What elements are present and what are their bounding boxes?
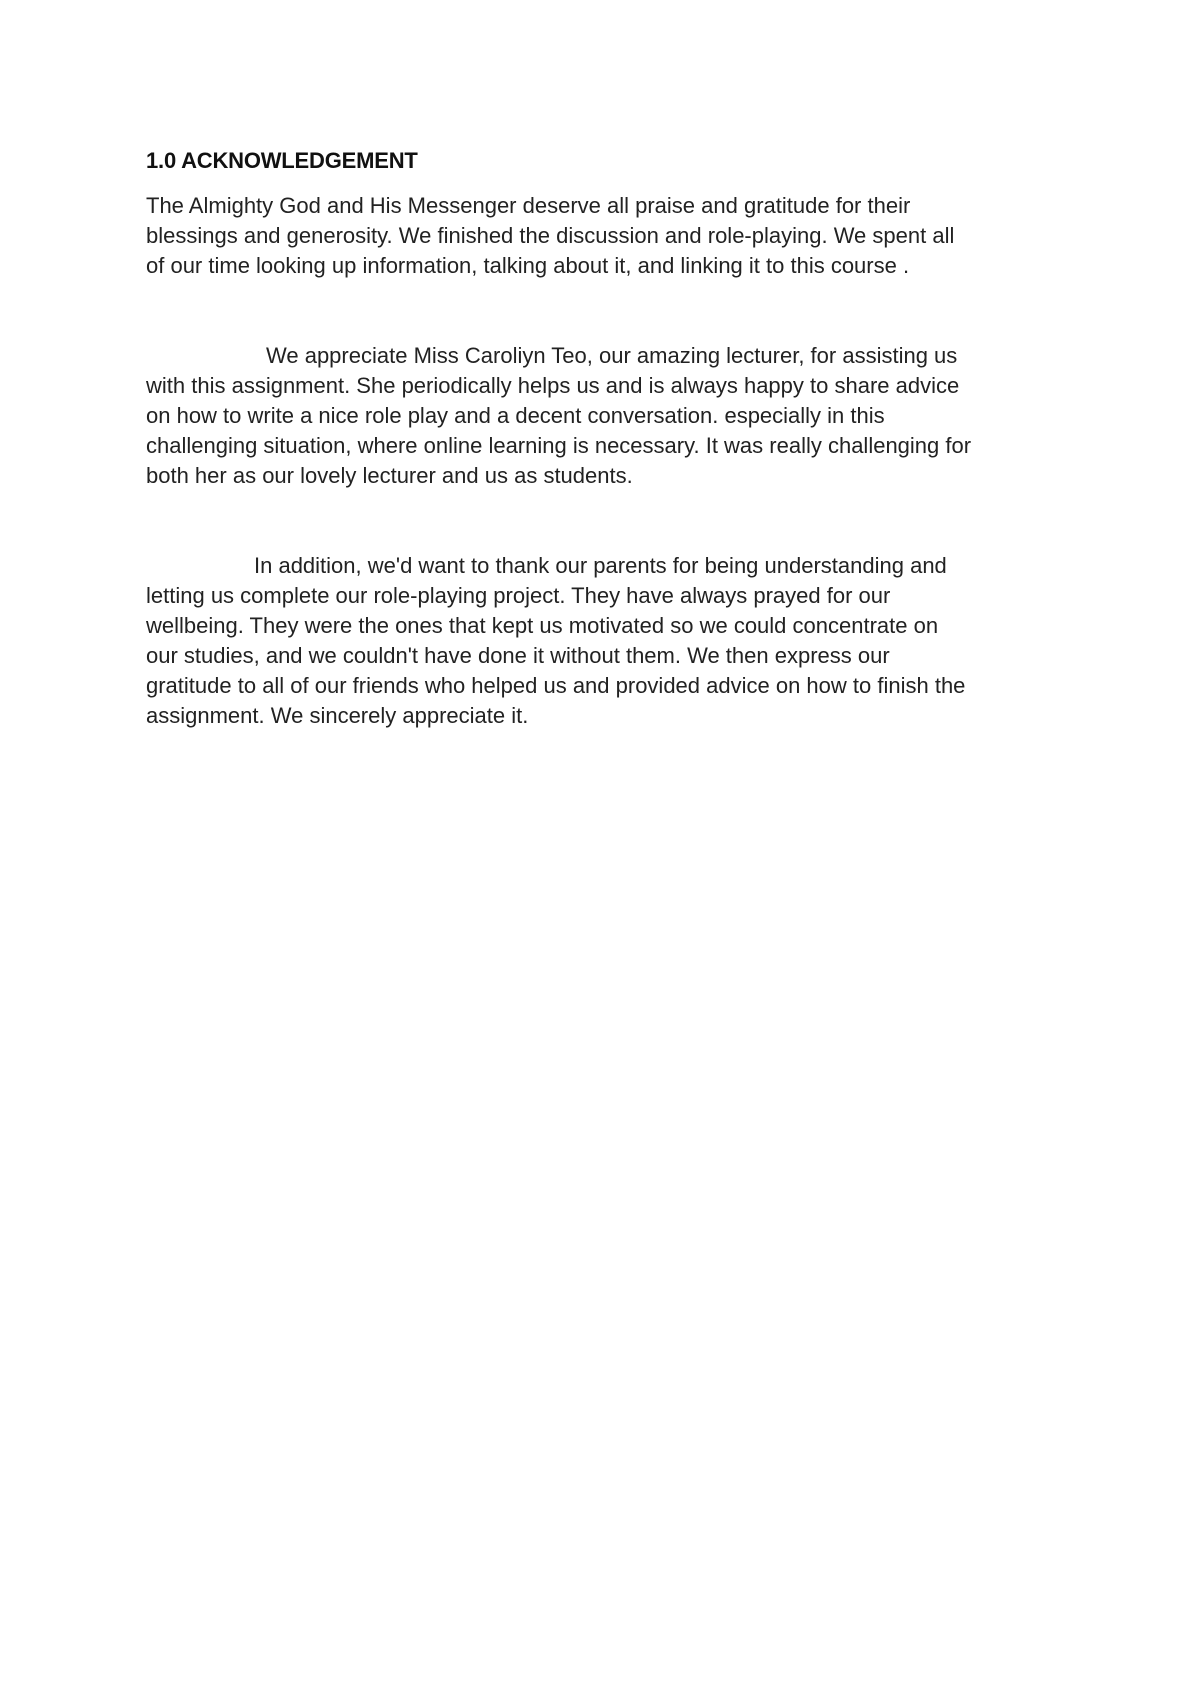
paragraph-line: blessings and generosity. We finished the discussion and role-playing. We spent all <box>146 223 955 248</box>
paragraph-line: our studies, and we couldn't have done it without them. We then express our <box>146 643 890 668</box>
paragraph-line: on how to write a nice role play and a decent conversation. especially in this <box>146 403 885 428</box>
paragraph-line: assignment. We sincerely appreciate it. <box>146 703 529 728</box>
paragraph-line: The Almighty God and His Messenger deserve all praise and gratitude for their <box>146 193 911 218</box>
paragraph-line: wellbeing. They were the ones that kept us motivated so we could concentrate on <box>146 613 939 638</box>
paragraph-line: with this assignment. She periodically helps us and is always happy to share advice <box>146 373 960 398</box>
paragraph-line: In addition, we'd want to thank our parents for being understanding and <box>254 553 947 578</box>
section-heading: 1.0 ACKNOWLEDGEMENT <box>146 148 418 173</box>
paragraph-line: both her as our lovely lecturer and us as students. <box>146 463 633 488</box>
paragraph-line: gratitude to all of our friends who helped us and provided advice on how to finish the <box>146 673 966 698</box>
paragraph-line: letting us complete our role-playing project. They have always prayed for our <box>146 583 891 608</box>
paragraph-line: of our time looking up information, talking about it, and linking it to this course . <box>146 253 910 278</box>
paragraph-line: challenging situation, where online learning is necessary. It was really challenging for <box>146 433 972 458</box>
paragraph-line: We appreciate Miss Caroliyn Teo, our amazing lecturer, for assisting us <box>266 343 958 368</box>
document-body <box>146 146 1066 731</box>
paragraph-parents-friends <box>146 551 1066 731</box>
paragraph-lecturer <box>146 341 1066 491</box>
paragraph-praise <box>146 191 1066 281</box>
